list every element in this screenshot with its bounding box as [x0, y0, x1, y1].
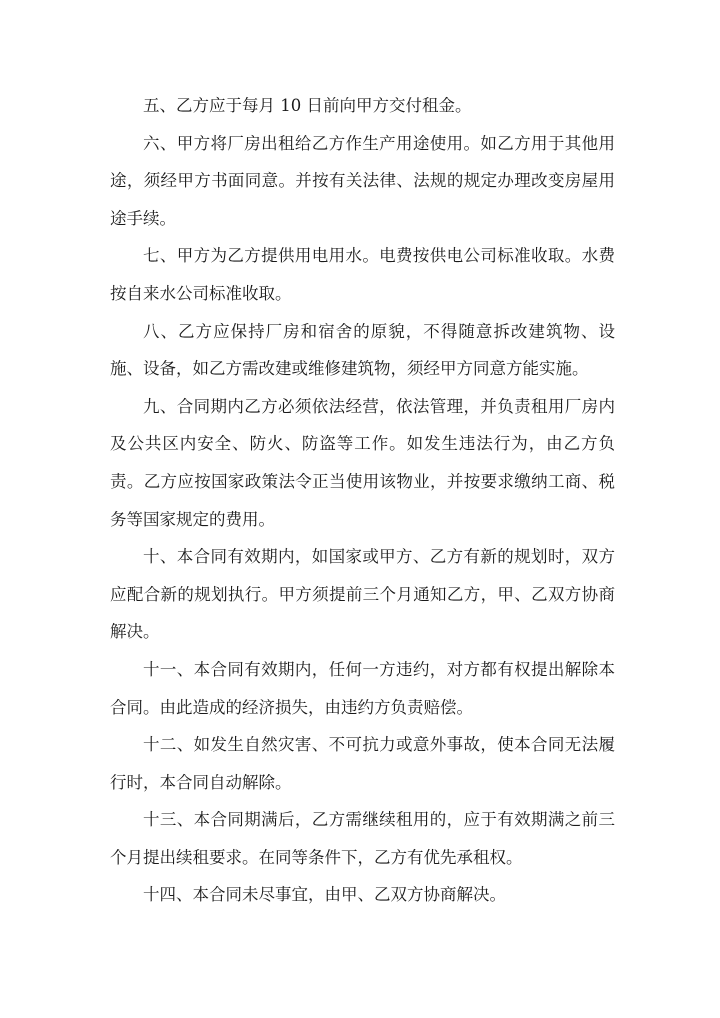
clause-9: 九、合同期内乙方必须依法经营，依法管理，并负责租用厂房内及公共区内安全、防火、防盗等工作。如发生违法行为，由乙方负责。乙方应按国家政策法令正当使用该物业，并按要求缴纳工商、税务等国家规定的费用。 — [110, 396, 615, 529]
clause-13: 十三、本合同期满后，乙方需继续租用的，应于有效期满之前三个月提出续租要求。在同等条件下，乙方有优先承租权。 — [110, 810, 615, 867]
clause-10: 十、本合同有效期内，如国家或甲方、乙方有新的规划时，双方应配合新的规划执行。甲方须提前三个月通知乙方，甲、乙双方协商解决。 — [110, 547, 615, 642]
clause-14: 十四、本合同未尽事宜，由甲、乙双方协商解决。 — [143, 885, 506, 905]
clause-5: 五、乙方应于每月 10 日前向甲方交付租金。 — [143, 96, 472, 115]
document-body — [110, 87, 615, 914]
clause-8: 八、乙方应保持厂房和宿舍的原貌，不得随意拆改建筑物、设施、设备，如乙方需改建或维修建筑物，须经甲方同意方能实施。 — [110, 321, 615, 379]
clause-12: 十二、如发生自然灾害、不可抗力或意外事故，使本合同无法履行时，本合同自动解除。 — [110, 735, 615, 792]
clause-11: 十一、本合同有效期内，任何一方违约，对方都有权提出解除本合同。由此造成的经济损失，由违约方负责赔偿。 — [110, 659, 615, 717]
clause-6: 六、甲方将厂房出租给乙方作生产用途使用。如乙方用于其他用途，须经甲方书面同意。并按有关法律、法规的规定办理改变房屋用途手续。 — [110, 133, 615, 228]
clause-7: 七、甲方为乙方提供用电用水。电费按供电公司标准收取。水费按自来水公司标准收取。 — [110, 246, 615, 303]
